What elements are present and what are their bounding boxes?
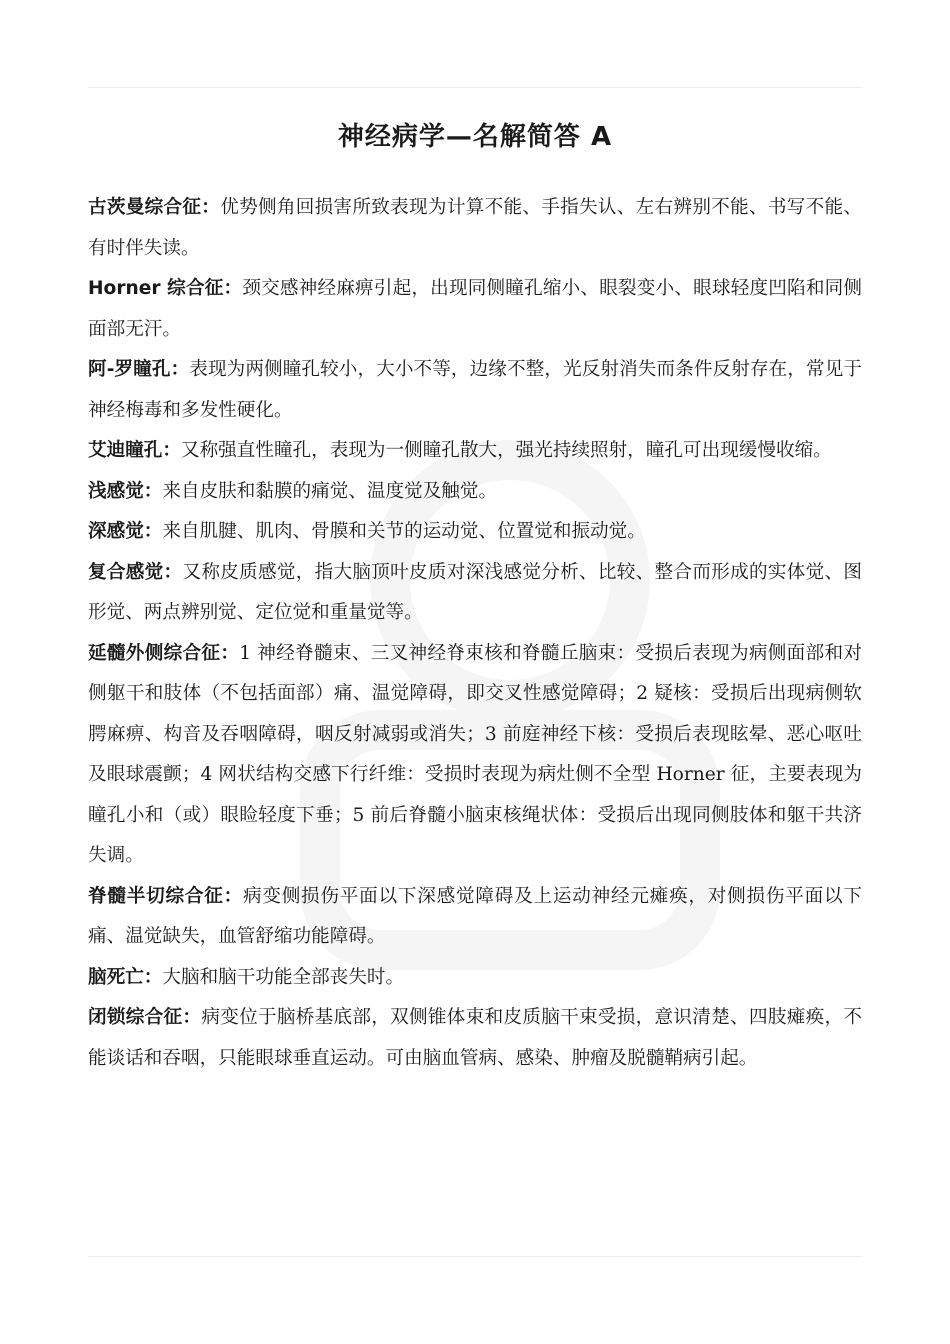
entry-definition: 来自肌腱、肌肉、骨膜和关节的运动觉、位置觉和振动觉。 [162,521,646,542]
entry-definition: 又称强直性瞳孔，表现为一侧瞳孔散大，强光持续照射，瞳孔可出现缓慢收缩。 [180,440,832,461]
entry-adie-pupil [88,431,862,472]
entry-locked-in-syndrome [88,998,862,1079]
entry-brown-sequard-syndrome [88,877,862,958]
entry-superficial-sensation [88,472,862,513]
header-divider [88,87,862,88]
entry-definition: 颈交感神经麻痹引起，出现同侧瞳孔缩小、眼裂变小、眼球轻度凹陷和同侧面部无汗。 [88,278,862,340]
entry-term: 深感觉： [88,521,163,542]
entry-term: Horner 综合征： [88,278,243,299]
entry-definition: 病变侧损伤平面以下深感觉障碍及上运动神经元瘫痪，对侧损伤平面以下痛、温觉缺失，血管舒缩功能障碍。 [88,885,862,947]
entry-term: 阿-罗瞳孔： [88,359,190,380]
entry-definition: 又称皮质感觉，指大脑顶叶皮质对深浅感觉分析、比较、整合而形成的实体觉、图形觉、两点辨别觉、定位觉和重量觉等。 [88,561,862,623]
entry-term: 延髓外侧综合征： [88,642,240,664]
entry-term: 脑死亡： [88,966,163,988]
entry-horner-syndrome [88,269,862,350]
entry-term: 艾迪瞳孔： [88,440,181,461]
entry-term: 浅感觉： [88,480,163,502]
entry-deep-sensation [88,512,862,553]
entry-term: 古茨曼综合征： [88,197,221,218]
entry-brain-death [88,958,862,999]
entry-definition: 1 神经脊髓束、三叉神经脊束核和脊髓丘脑束：受损后表现为病侧面部和对侧躯干和肢体（不包括面部）痛、温觉障碍，即交叉性感觉障碍；2 疑核：受损后出现病侧软腭麻痹、构音及吞咽障碍，咽反射减弱或消失；3 前庭神经下核：受损后表现眩晕、恶心呕吐及眼球震颤；4 网状结构交感下行纤维：受损时表现为病灶侧不全型 Horner 征，主要表现为瞳孔小和（或）眼睑轻度下垂；5 前后脊髓小脑束核绳状体：受损后出现同侧肢体和躯干共济失调。 [88,642,862,866]
entry-term: 闭锁综合征： [88,1007,202,1028]
footer-divider [88,1256,862,1257]
entry-gerstmann-syndrome [88,188,862,269]
entry-definition: 表现为两侧瞳孔较小，大小不等，边缘不整，光反射消失而条件反射存在，常见于神经梅毒和多发性硬化。 [88,359,862,421]
entry-term: 脊髓半切综合征： [88,885,243,907]
entry-definition: 大脑和脑干功能全部丧失时。 [162,966,405,988]
entry-argyll-robertson-pupil [88,350,862,431]
entry-definition: 病变位于脑桥基底部，双侧锥体束和皮质脑干束受损，意识清楚、四肢瘫痪，不能谈话和吞咽，只能眼球垂直运动。可由脑血管病、感染、肿瘤及脱髓鞘病引起。 [88,1007,862,1069]
entry-definition: 来自皮肤和黏膜的痛觉、温度觉及触觉。 [162,480,498,502]
page-title: 神经病学—名解简答 A [337,122,613,152]
entry-combined-sensation [88,553,862,634]
entry-definition: 优势侧角回损害所致表现为计算不能、手指失认、左右辨别不能、书写不能、有时伴失读。 [88,197,862,259]
entry-lateral-medullary-syndrome [88,634,862,877]
document-body [88,188,862,1079]
entry-term: 复合感觉： [88,561,183,583]
